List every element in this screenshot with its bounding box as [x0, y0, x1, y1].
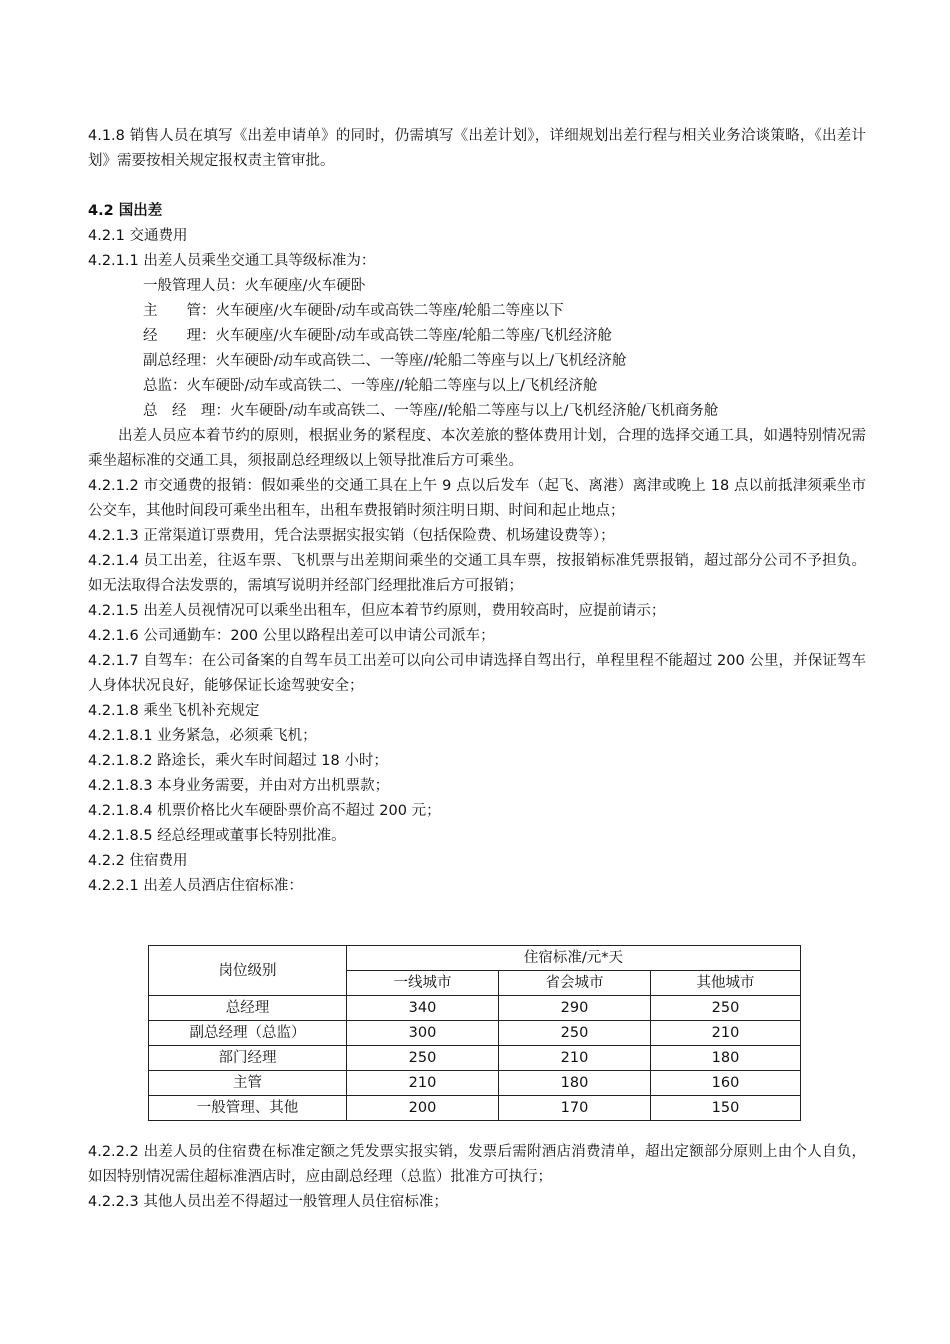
table-cell: 180: [499, 1071, 651, 1096]
clause-4-2-1-8-5: 4.2.1.8.5 经总经理或董事长特别批准。: [88, 828, 346, 844]
table-cell: 340: [347, 996, 499, 1021]
table-cell: 210: [499, 1046, 651, 1071]
clause-4-2-1-8: 4.2.1.8 乘坐飞机补充规定: [88, 703, 260, 719]
clause-4-2-1-8-4: 4.2.1.8.4 机票价格比火车硬卧票价高不超过 200 元；: [88, 803, 441, 819]
table-cell: 200: [347, 1096, 499, 1121]
table-cell: 150: [651, 1096, 801, 1121]
table-cell: 180: [651, 1046, 801, 1071]
standard-manager: 经 理：火车硬座/火车硬卧/动车或高铁二等座/轮船二等座/飞机经济舱: [143, 328, 613, 344]
clause-4-2-1-5: 4.2.1.5 出差人员视情况可以乘坐出租车，但应本着节约原则，费用较高时，应提前请示；: [88, 603, 666, 619]
table-cell-level: 主管: [149, 1071, 347, 1096]
table-cell: 210: [347, 1071, 499, 1096]
table-cell: 250: [499, 1021, 651, 1046]
clause-4-2-1-8-2: 4.2.1.8.2 路途长，乘火车时间超过 18 小时；: [88, 753, 388, 769]
standard-supervisor: 主 管：火车硬座/火车硬卧/动车或高铁二等座/轮船二等座以下: [143, 303, 564, 319]
table-row: [149, 996, 801, 1021]
table-cell: 170: [499, 1096, 651, 1121]
table-row: [149, 1096, 801, 1121]
clause-4-2-1-6: 4.2.1.6 公司通勤车：200 公里以路程出差可以申请公司派车；: [88, 628, 495, 644]
standard-director: 总监：火车硬卧/动车或高铁二、一等座//轮船二等座与以上/飞机经济舱: [143, 378, 598, 394]
table-row: [149, 1021, 801, 1046]
clause-4-2-1-7: 4.2.1.7 自驾车：在公司备案的自驾车员工出差可以向公司申请选择自驾出行，单程里程不能超过 200 公里，并保证驾车人身体状况良好，能够保证长途驾驶安全；: [88, 653, 866, 694]
clause-4-2-2-3: 4.2.2.3 其他人员出差不得超过一般管理人员住宿标准；: [88, 1194, 448, 1210]
clause-4-2-2-2: 4.2.2.2 出差人员的住宿费在标准定额之凭发票实报实销，发票后需附酒店消费清单，超出定额部分原则上由个人自负，如因特别情况需住超标准酒店时，应由副总经理（总监）批准方可执行；: [88, 1144, 866, 1185]
table-cell-level: 部门经理: [149, 1046, 347, 1071]
clause-4-2-1-2: 4.2.1.2 市交通费的报销：假如乘坐的交通工具在上午 9 点以后发车（起飞、离港）离津或晚上 18 点以前抵津须乘坐市公交车，其他时间段可乘坐出租车，出租车费报销时须注明日期、时间和起止地点；: [88, 478, 866, 519]
table-header-other-city: 其他城市: [651, 971, 801, 996]
clause-4-2-1-8-1: 4.2.1.8.1 业务紧急，必须乘飞机；: [88, 728, 317, 744]
clause-4-2-1-3: 4.2.1.3 正常渠道订票费用，凭合法票据实报实销（包括保险费、机场建设费等）；: [88, 528, 615, 544]
table-header-tier1-city: 一线城市: [347, 971, 499, 996]
table-cell: 250: [651, 996, 801, 1021]
table-row: [149, 1046, 801, 1071]
document-body-after-table: [88, 1140, 866, 1215]
table-cell-level: 总经理: [149, 996, 347, 1021]
lodging-standard-table: [148, 945, 801, 1121]
table-cell: 250: [347, 1046, 499, 1071]
table-cell-level: 副总经理（总监）: [149, 1021, 347, 1046]
clause-4-2-2-1: 4.2.2.1 出差人员酒店住宿标准：: [88, 878, 303, 894]
table-cell: 300: [347, 1021, 499, 1046]
section-heading-4-2: 4.2 国出差: [88, 203, 163, 219]
clause-4-2-1-8-3: 4.2.1.8.3 本身业务需要，并由对方出机票款；: [88, 778, 390, 794]
transport-principle-paragraph: 出差人员应本着节约的原则，根据业务的紧程度、本次差旅的整体费用计划，合理的选择交通工具，如遇特别情况需乘坐超标准的交通工具，须报副总经理级以上领导批准后方可乘坐。: [88, 428, 866, 469]
standard-general-staff: 一般管理人员：火车硬座/火车硬卧: [143, 278, 366, 294]
table-header-level: 岗位级别: [149, 946, 347, 996]
clause-4-2-1: 4.2.1 交通费用: [88, 228, 188, 244]
standard-gm: 总 经 理：火车硬卧/动车或高铁二、一等座//轮船二等座与以上/飞机经济舱/飞机商务舱: [143, 403, 719, 419]
table-header-provincial-city: 省会城市: [499, 971, 651, 996]
document-body: [88, 124, 866, 899]
table-row: [149, 1071, 801, 1096]
clause-4-2-1-4: 4.2.1.4 员工出差，往返车票、飞机票与出差期间乘坐的交通工具车票，按报销标准凭票报销，超过部分公司不予担负。如无法取得合法发票的，需填写说明并经部门经理批准后方可报销；: [88, 553, 866, 594]
clause-4-1-8: 4.1.8 销售人员在填写《出差申请单》的同时，仍需填写《出差计划》，详细规划出差行程与相关业务洽谈策略，《出差计划》需要按相关规定报权责主管审批。: [88, 128, 866, 169]
clause-4-2-2: 4.2.2 住宿费用: [88, 853, 188, 869]
clause-4-2-1-1: 4.2.1.1 出差人员乘坐交通工具等级标准为：: [88, 253, 376, 269]
table-cell: 290: [499, 996, 651, 1021]
standard-deputy-gm: 副总经理：火车硬卧/动车或高铁二、一等座//轮船二等座与以上/飞机经济舱: [143, 353, 627, 369]
table-cell: 210: [651, 1021, 801, 1046]
table-cell-level: 一般管理、其他: [149, 1096, 347, 1121]
table-cell: 160: [651, 1071, 801, 1096]
table-header-lodging-standard: 住宿标准/元*天: [347, 946, 801, 971]
